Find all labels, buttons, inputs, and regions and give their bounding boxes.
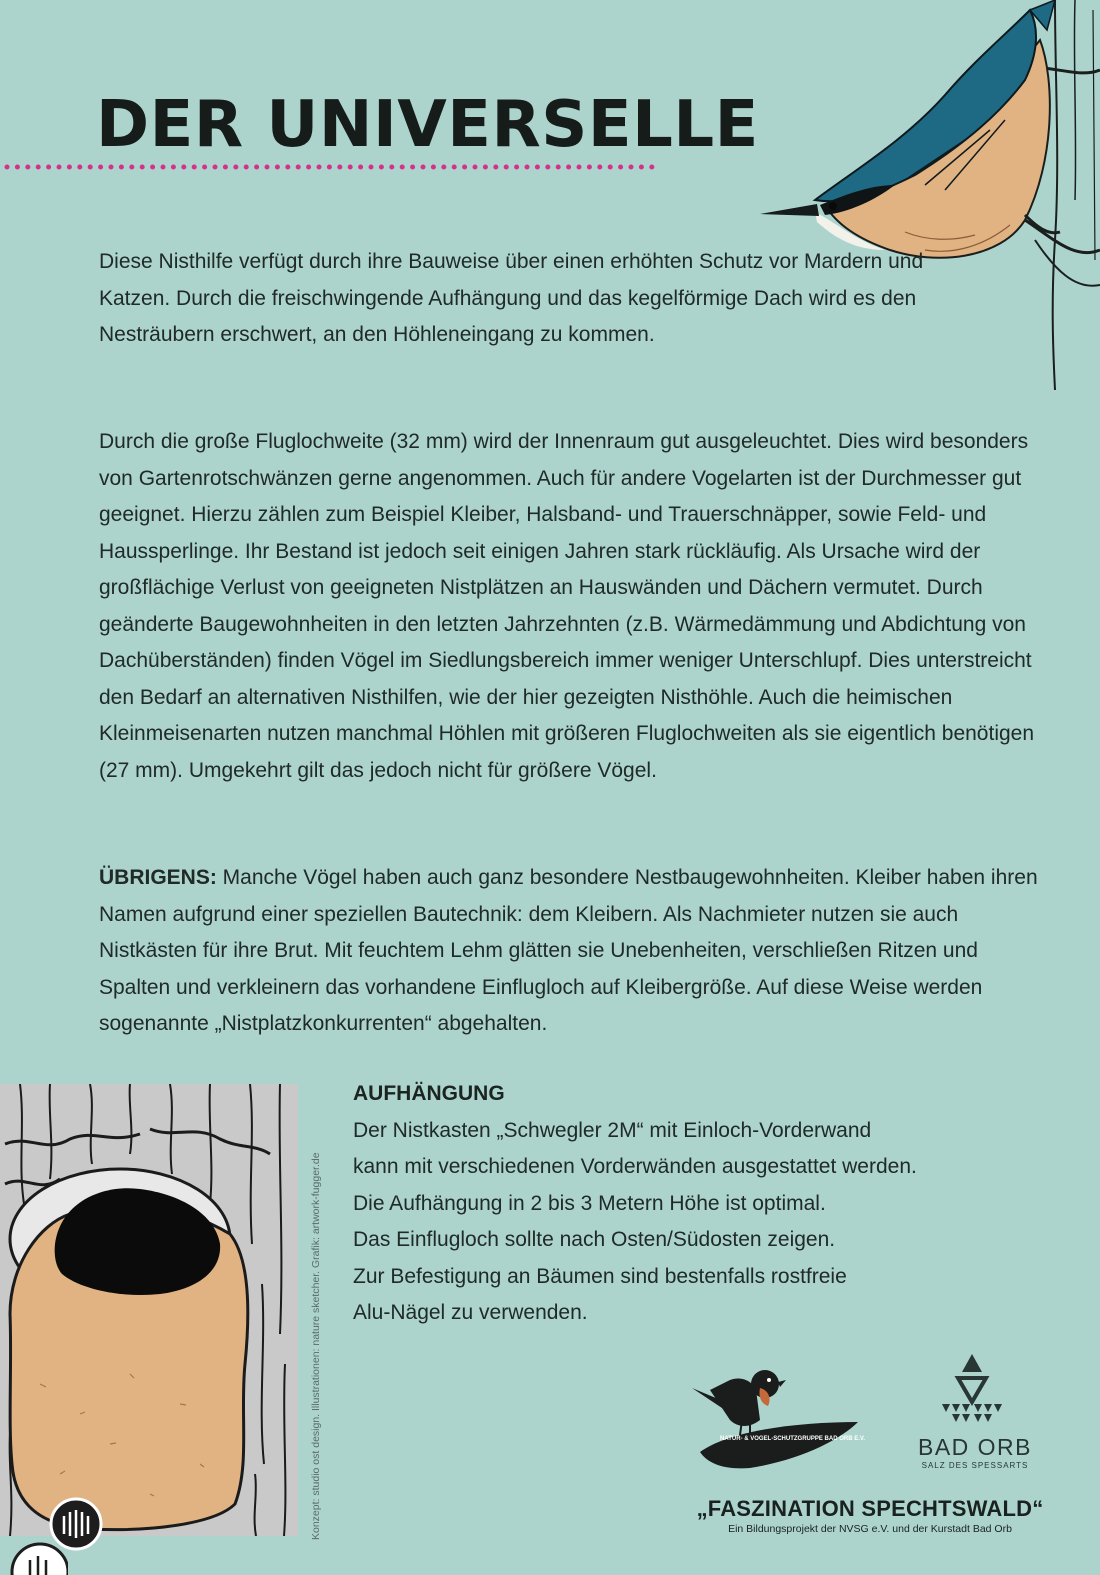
bad-orb-tagline: SALZ DES SPESSARTS — [921, 1461, 1029, 1470]
mounting-heading: AUFHÄNGUNG — [353, 1082, 505, 1105]
mounting-section — [353, 1076, 1053, 1332]
credit-line: Konzept: studio ost design. Illustrationen: nature sketcher. Grafik: artwork-fugger.de — [310, 1152, 322, 1540]
nest-hole-illustration — [0, 1084, 298, 1536]
nvsg-logo-text: NATUR- & VOGEL-SCHUTZGRUPPE BAD ORB E.V. — [720, 1436, 865, 1442]
bad-orb-logo — [940, 1352, 1005, 1432]
mounting-line: Der Nistkasten „Schwegler 2M“ mit Einloch-Vorderwand — [353, 1118, 872, 1142]
note-text: Manche Vögel haben auch ganz besondere Nestbaugewohnheiten. Kleiber haben ihren Namen aufgrund einer speziellen Bautechnik: dem Kleibern. Als Nachmieter nutzen sie auch Nistkästen für ihre Brut. Mit feuchtem Lehm glätten sie Unebenheiten, verschließen Ritzen und Spalten und verkleinern das vorhandene Einflugloch auf Kleibergröße. Auf diese Weise werden sogenannte „Nistplatzkonkurrenten“ abgehalten. — [99, 866, 1038, 1035]
intro-paragraph: Diese Nisthilfe verfügt durch ihre Bauweise über einen erhöhten Schutz vor Mardern und Katzen. Durch die freischwingende Aufhängung und das kegelförmige Dach wird es den Nesträubern erschwert, an den Höhleneingang zu kommen. — [99, 250, 924, 346]
bad-orb-name: BAD ORB — [917, 1434, 1033, 1460]
robin-logo — [690, 1360, 865, 1475]
mounting-line: kann mit verschiedenen Vorderwänden ausgestattet werden. — [353, 1155, 917, 1178]
mounting-line: Das Einflugloch sollte nach Osten/Südosten zeigen. — [353, 1228, 836, 1251]
dotted-divider — [4, 162, 664, 172]
mounting-line: Die Aufhängung in 2 bis 3 Metern Höhe ist optimal. — [353, 1191, 826, 1215]
project-credit — [690, 1496, 1050, 1535]
mounting-line: Alu-Nägel zu verwenden. — [353, 1301, 588, 1324]
note-lead: ÜBRIGENS: — [99, 866, 217, 889]
project-title: „FASZINATION SPECHTSWALD“ — [696, 1496, 1044, 1521]
corner-partial-icon — [8, 1540, 68, 1575]
page-title: DER UNIVERSELLE — [96, 88, 759, 162]
body-paragraph: Durch die große Fluglochweite (32 mm) wird der Innenraum gut ausgeleuchtet. Dies wird besonders von Gartenrotschwänzen gerne angenommen. Auch für andere Vogelarten ist der Durchmesser gut geeignet. Hierzu zählen zum Beispiel Kleiber, Halsband- und Trauerschnäpper, sowie Feld- und Haussperlinge. Ihr Bestand ist jedoch seit einigen Jahren stark rückläufig. Als Ursache wird der großflächige Verlust von geeigneten Nistplätzen an Hauswänden und Dächern vermutet. Durch geänderte Baugewohnheiten in den letzten Jahrzehnten (z.B. Wärmedämmung und Abdichtung von Dachüberständen) finden Vögel im Siedlungsbereich immer weniger Unterschlupf. Dies unterstreicht den Bedarf an alternativen Nisthilfen, wie der hier gezeigten Nisthöhle. Auch die heimischen Kleinmeisenarten nutzen manchmal Höhlen mit größeren Fluglochweiten als sie eigentlich benötigen (27 mm). Umgekehrt gilt das jedoch nicht für größere Vögel. — [99, 430, 1035, 782]
mounting-list — [353, 1113, 1053, 1332]
bad-orb-wordmark — [900, 1434, 1050, 1470]
note-paragraph — [99, 860, 1054, 1043]
project-subtitle: Ein Bildungsprojekt der NVSG e.V. und der Kurstadt Bad Orb — [728, 1523, 1012, 1535]
mounting-line: Zur Befestigung an Bäumen sind bestenfalls rostfreie — [353, 1264, 847, 1288]
